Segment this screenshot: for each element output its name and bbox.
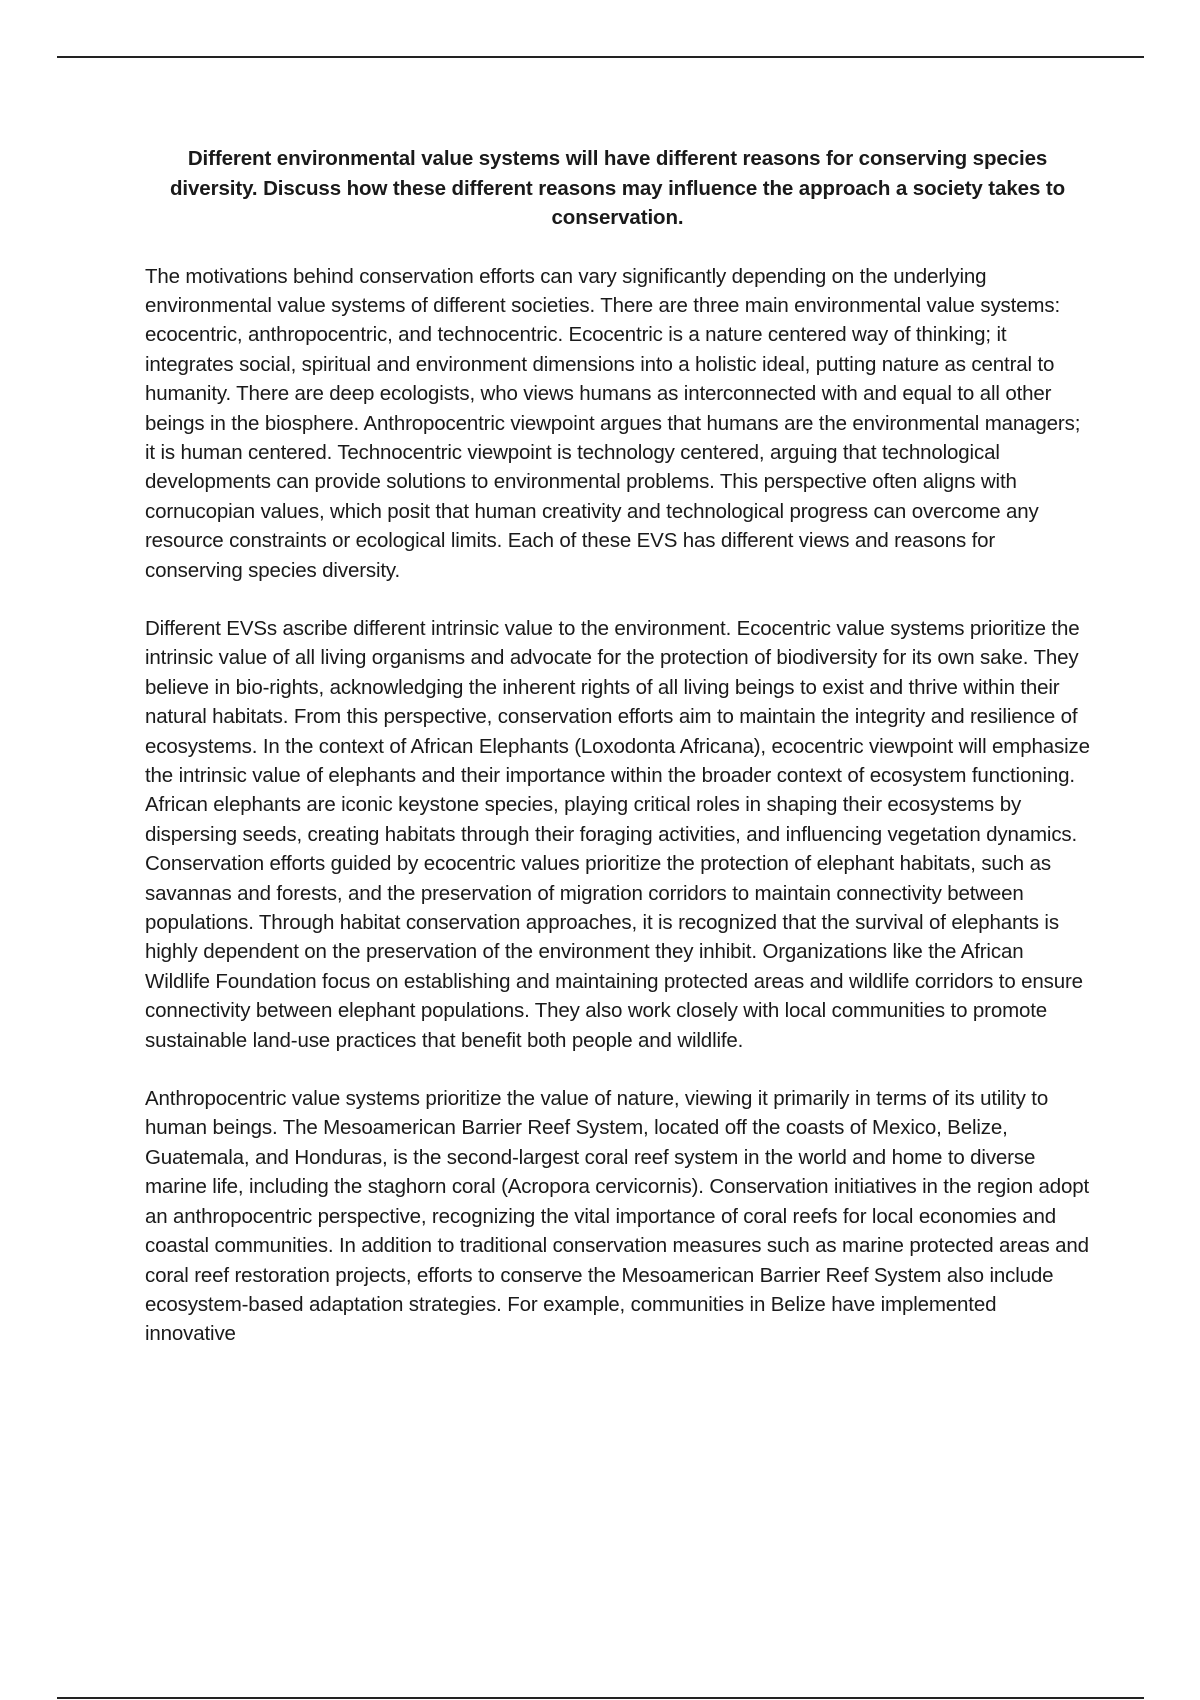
document-body [145, 144, 1090, 1378]
paragraph-ecocentric: Different EVSs ascribe different intrinsic value to the environment. Ecocentric value systems prioritize the intrinsic value of all living organisms and advocate for the protection of biodiversity for its own sake. They believe in bio-rights, acknowledging the inherent rights of all living beings to exist and thrive within their natural habitats. From this perspective, conservation efforts aim to maintain the integrity and resilience of ecosystems. In the context of African Elephants (Loxodonta Africana), ecocentric viewpoint will emphasize the intrinsic value of elephants and their importance within the broader context of ecosystem functioning. African elephants are iconic keystone species, playing critical roles in shaping their ecosystems by dispersing seeds, creating habitats through their foraging activities, and influencing vegetation dynamics. Conservation efforts guided by ecocentric values prioritize the protection of elephant habitats, such as savannas and forests, and the preservation of migration corridors to maintain connectivity between populations. Through habitat conservation approaches, it is recognized that the survival of elephants is highly dependent on the preservation of the environment they inhibit. Organizations like the African Wildlife Foundation focus on establishing and maintaining protected areas and wildlife corridors to ensure connectivity between elephant populations. They also work closely with local communities to promote sustainable land-use practices that benefit both people and wildlife. [145, 616, 1090, 1052]
top-rule [57, 56, 1144, 58]
paragraph-anthropocentric: Anthropocentric value systems prioritize the value of nature, viewing it primarily in terms of its utility to human beings. The Mesoamerican Barrier Reef System, located off the coasts of Mexico, Belize, Guatemala, and Honduras, is the second-largest coral reef system in the world and home to diverse marine life, including the staghorn coral (Acropora cervicornis). Conservation initiatives in the region adopt an anthropocentric perspective, recognizing the vital importance of coral reefs for local economies and coastal communities. In addition to traditional conservation measures such as marine protected areas and coral reef restoration projects, efforts to conserve the Mesoamerican Barrier Reef System also include ecosystem-based adaptation strategies. For example, communities in Belize have implemented innovative [145, 1087, 1090, 1346]
bottom-rule [57, 1697, 1144, 1699]
paragraph-introduction: The motivations behind conservation efforts can vary significantly depending on the underlying environmental value systems of different societies. There are three main environmental value systems: ecocentric, anthropocentric, and technocentric. Ecocentric is a nature centered way of thinking; it integrates social, spiritual and environment dimensions into a holistic ideal, putting nature as central to humanity. There are deep ecologists, who views humans as interconnected with and equal to all other beings in the biosphere. Anthropocentric viewpoint argues that humans are the environmental managers; it is human centered. Technocentric viewpoint is technology centered, arguing that technological developments can provide solutions to environmental problems. This perspective often aligns with cornucopian values, which posit that human creativity and technological progress can overcome any resource constraints or ecological limits. Each of these EVS has different views and reasons for conserving species diversity. [145, 264, 1081, 582]
essay-question: Different environmental value systems will have different reasons for conserving species diversity. Discuss how these different reasons may influence the approach a society takes to conservation. [169, 147, 1065, 229]
